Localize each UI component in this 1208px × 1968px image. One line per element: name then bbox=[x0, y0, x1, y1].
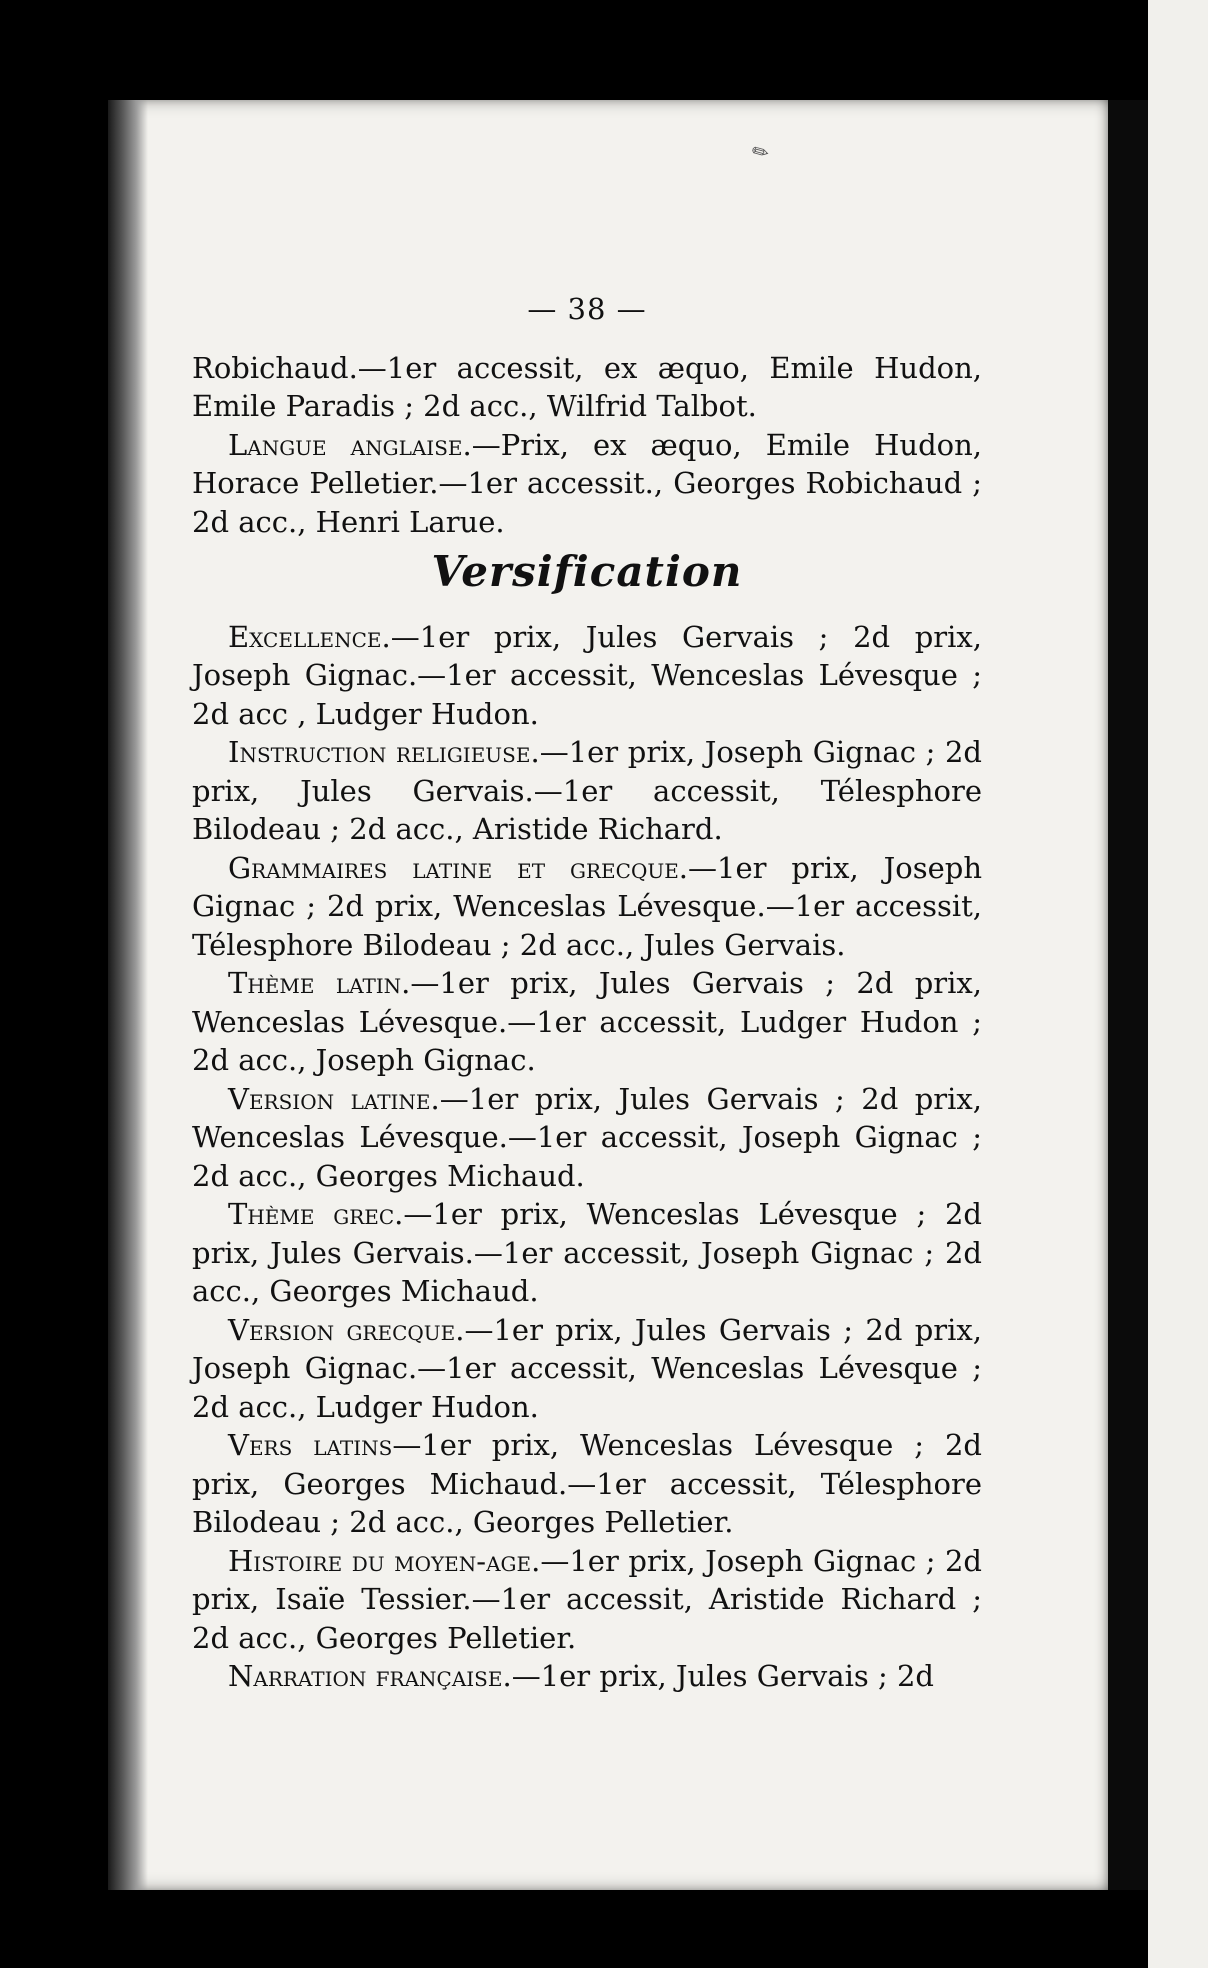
paragraph-text: —Prix, ex æquo, Emile Hudon, Horace Pelletier.—1er accessit., Georges Robichaud ; 2d acc., Henri Larue. bbox=[192, 427, 982, 539]
page-number: — 38 — bbox=[527, 292, 647, 326]
paragraph-histoire-moyen-age bbox=[192, 1542, 982, 1658]
paragraph-label: Excellence. bbox=[228, 619, 391, 654]
paragraph-label: Grammaires latine et grecque. bbox=[228, 850, 689, 885]
paragraph-label: Narration française. bbox=[228, 1659, 512, 1693]
paragraph-text: —1er prix, Jules Gervais ; 2d prix, Wenceslas Lévesque.—1er accessit, Joseph Gignac ; 2d acc., Georges Michaud. bbox=[192, 1081, 983, 1193]
paragraph-text: —1er prix, Joseph Gignac ; 2d prix, Isaïe Tessier.—1er accessit, Aristide Richard ; 2d acc., Georges Pelletier. bbox=[192, 1543, 983, 1655]
paragraph-version-grecque bbox=[192, 1311, 982, 1427]
paragraph-label: Langue anglaise. bbox=[228, 427, 472, 462]
paragraph-text: —1er prix, Jules Gervais ; 2d prix, Joseph Gignac.—1er accessit, Wenceslas Lévesque ; 2d acc., Ludger Hudon. bbox=[192, 1312, 983, 1424]
paragraph-theme-grec bbox=[192, 1195, 982, 1311]
paragraph-label: Instruction religieuse. bbox=[228, 735, 540, 769]
paragraph-langue-anglaise bbox=[192, 426, 982, 542]
paragraph-text: —1er prix, Joseph Gignac ; 2d prix, Wenceslas Lévesque.—1er accessit, Télesphore Bilodeau ; 2d acc., Jules Gervais. bbox=[192, 850, 983, 962]
paragraph-version-latine bbox=[192, 1080, 982, 1196]
paragraph-text: —1er prix, Joseph Gignac ; 2d prix, Jules Gervais.—1er accessit, Télesphore Bilodeau ; 2d acc., Aristide Richard. bbox=[192, 735, 982, 846]
paragraph-text: —1er prix, Jules Gervais ; 2d prix, Wenceslas Lévesque.—1er accessit, Ludger Hudon ; 2d acc., Joseph Gignac. bbox=[192, 966, 982, 1077]
page-gutter-shadow bbox=[108, 100, 148, 1890]
paragraph-narration-francaise bbox=[192, 1657, 982, 1696]
handwritten-mark: ✎ bbox=[747, 137, 774, 167]
page-right-edge bbox=[1108, 100, 1148, 1890]
paragraph-label: Version latine. bbox=[228, 1081, 440, 1116]
paragraph-text: —1er prix, Wenceslas Lévesque ; 2d prix, Jules Gervais.—1er accessit, Joseph Gignac ; 2d acc., Georges Michaud. bbox=[192, 1197, 982, 1308]
paragraph-excellence bbox=[192, 618, 982, 734]
paragraph-instruction-religieuse bbox=[192, 733, 982, 849]
page-text bbox=[192, 290, 982, 1696]
paragraph-theme-latin bbox=[192, 964, 982, 1080]
paragraph-label: Version grecque. bbox=[228, 1312, 465, 1347]
paragraph-label: Thème grec. bbox=[228, 1197, 404, 1231]
paragraph-text: —1er prix, Wenceslas Lévesque ; 2d prix, Georges Michaud.—1er accessit, Télesphore Bilodeau ; 2d acc., Georges Pelletier. bbox=[192, 1428, 982, 1539]
paragraph-label: Histoire du moyen-age. bbox=[228, 1543, 541, 1578]
paragraph-label: Thème latin. bbox=[228, 966, 411, 1000]
paragraph-text: —1er prix, Jules Gervais ; 2d bbox=[511, 1659, 934, 1693]
adjacent-page-strip bbox=[1148, 0, 1208, 1968]
paragraph-vers-latins bbox=[192, 1426, 982, 1542]
paragraph-continuation bbox=[192, 349, 982, 426]
paragraph-text: —1er prix, Jules Gervais ; 2d prix, Joseph Gignac.—1er accessit, Wenceslas Lévesque ; 2d acc , Ludger Hudon. bbox=[192, 619, 982, 731]
section-heading: Versification bbox=[431, 547, 743, 596]
paragraph-grammaires bbox=[192, 849, 982, 965]
paragraph-label: Vers latins bbox=[228, 1428, 393, 1462]
paragraph-text: Robichaud.—1er accessit, ex æquo, Emile Hudon, Emile Paradis ; 2d acc., Wilfrid Talbot. bbox=[192, 350, 982, 423]
